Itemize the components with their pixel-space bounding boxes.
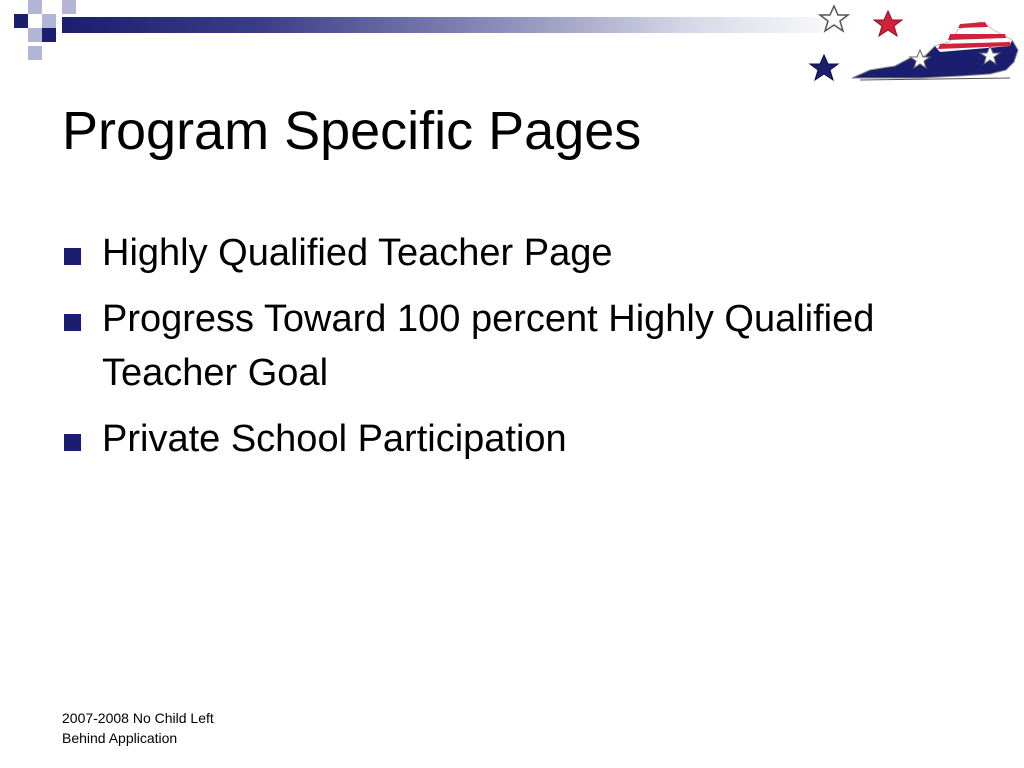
bullet-text: Progress Toward 100 percent Highly Qualified Teacher Goal [102,298,875,394]
stars-and-flag-map-logo-icon [800,0,1024,92]
bullet-text: Private School Participation [102,418,567,460]
bullet-list [62,226,942,478]
white-star-icon [820,6,848,31]
bullet-item [62,412,942,466]
bullet-item [62,226,942,280]
slide-title: Program Specific Pages [62,101,642,161]
footer-line: Behind Application [62,730,178,746]
red-star-icon [874,11,902,36]
corner-square-icon [42,14,56,28]
square-bullet-icon [64,434,81,451]
flag-map-icon [852,22,1018,80]
corner-square-icon [14,14,28,28]
bullet-text: Highly Qualified Teacher Page [102,232,613,274]
square-bullet-icon [64,248,81,265]
footer-line: 2007-2008 No Child Left [62,710,214,726]
navy-star-icon [810,55,838,80]
corner-square-icon [28,28,42,42]
corner-square-icon [62,0,76,14]
slide-footer [62,708,262,748]
header-gradient-band [62,17,852,33]
corner-square-icon [42,28,56,42]
square-bullet-icon [64,314,81,331]
corner-square-icon [28,46,42,60]
corner-square-icon [28,0,42,14]
bullet-item [62,292,942,400]
